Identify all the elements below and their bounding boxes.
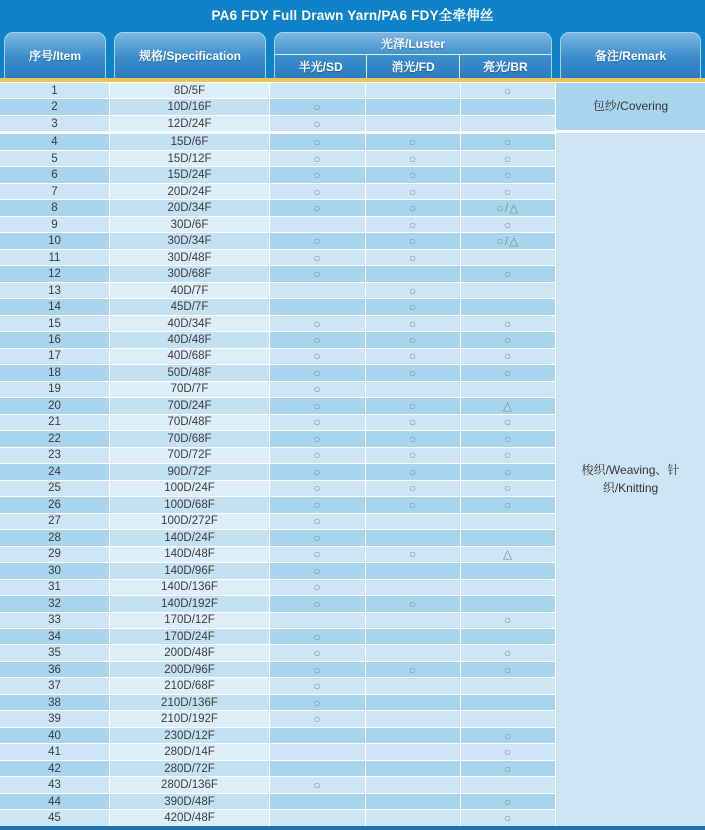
sd-cell: ○ <box>270 233 366 248</box>
sd-cell: ○ <box>270 398 366 413</box>
sd-cell: ○ <box>270 777 366 792</box>
fd-cell <box>366 563 461 578</box>
sd-cell <box>270 217 366 232</box>
br-cell: ○ <box>461 332 556 347</box>
item-cell: 8 <box>0 200 110 215</box>
table-row <box>0 629 556 645</box>
fd-cell <box>366 794 461 809</box>
table-row <box>0 711 556 727</box>
table-row <box>0 365 556 381</box>
spec-cell: 15D/24F <box>110 167 270 182</box>
remark-covering-cell: 包纱/Covering <box>556 83 705 133</box>
sd-column-header: 半光/SD <box>298 60 343 74</box>
br-cell: ○ <box>461 415 556 430</box>
spec-cell: 210D/192F <box>110 711 270 726</box>
table-row <box>0 514 556 530</box>
sd-cell: ○ <box>270 481 366 496</box>
item-cell: 45 <box>0 810 110 825</box>
br-cell: ○ <box>461 217 556 232</box>
spec-cell: 12D/24F <box>110 116 270 131</box>
spec-cell: 210D/136F <box>110 695 270 710</box>
spec-cell: 20D/34F <box>110 200 270 215</box>
table-row <box>0 299 556 315</box>
br-cell <box>461 250 556 265</box>
sd-cell: ○ <box>270 332 366 347</box>
item-cell: 36 <box>0 662 110 677</box>
spec-cell: 210D/68F <box>110 678 270 693</box>
br-cell: ○/△ <box>461 233 556 248</box>
table-row <box>0 167 556 183</box>
item-cell: 44 <box>0 794 110 809</box>
spec-cell: 90D/72F <box>110 464 270 479</box>
fd-cell: ○ <box>366 217 461 232</box>
table-row <box>0 794 556 810</box>
br-cell: ○ <box>461 613 556 628</box>
spec-cell: 15D/6F <box>110 134 270 149</box>
item-cell: 15 <box>0 316 110 331</box>
br-cell <box>461 116 556 131</box>
br-cell <box>461 678 556 693</box>
table-row <box>0 645 556 661</box>
fd-cell <box>366 761 461 776</box>
spec-cell: 45D/7F <box>110 299 270 314</box>
br-cell: ○ <box>461 134 556 149</box>
fd-cell <box>366 777 461 792</box>
spec-cell: 20D/24F <box>110 184 270 199</box>
spec-cell: 140D/136F <box>110 580 270 595</box>
fd-cell: ○ <box>366 200 461 215</box>
table-row <box>0 728 556 744</box>
sd-cell: ○ <box>270 547 366 562</box>
fd-cell: ○ <box>366 415 461 430</box>
item-cell: 42 <box>0 761 110 776</box>
spec-cell: 40D/48F <box>110 332 270 347</box>
fd-cell <box>366 695 461 710</box>
spec-cell: 100D/24F <box>110 481 270 496</box>
table-row <box>0 217 556 233</box>
br-cell: ○ <box>461 184 556 199</box>
spec-cell: 140D/48F <box>110 547 270 562</box>
fd-column-header: 消光/FD <box>366 55 458 78</box>
item-cell: 32 <box>0 596 110 611</box>
item-cell: 13 <box>0 283 110 298</box>
page-title: PA6 FDY Full Drawn Yarn/PA6 FDY全牵伸丝 <box>211 8 494 23</box>
br-cell: ○ <box>461 662 556 677</box>
sd-cell: ○ <box>270 134 366 149</box>
item-cell: 16 <box>0 332 110 347</box>
br-cell: ○ <box>461 431 556 446</box>
br-cell: ○ <box>461 728 556 743</box>
spec-cell: 140D/24F <box>110 530 270 545</box>
br-cell <box>461 382 556 397</box>
item-cell: 33 <box>0 613 110 628</box>
sd-cell: ○ <box>270 184 366 199</box>
spec-cell: 100D/272F <box>110 514 270 529</box>
fd-cell: ○ <box>366 497 461 512</box>
fd-cell: ○ <box>366 167 461 182</box>
item-cell: 43 <box>0 777 110 792</box>
spec-column-header: 规格/Specification <box>114 32 266 78</box>
item-cell: 20 <box>0 398 110 413</box>
br-cell: ○ <box>461 810 556 825</box>
br-cell <box>461 580 556 595</box>
fd-cell <box>366 266 461 281</box>
item-cell: 10 <box>0 233 110 248</box>
spec-cell: 140D/192F <box>110 596 270 611</box>
fd-cell <box>366 645 461 660</box>
spec-cell: 15D/12F <box>110 151 270 166</box>
header-col-spec <box>110 28 270 78</box>
table-row <box>0 316 556 332</box>
item-cell: 11 <box>0 250 110 265</box>
sd-cell <box>270 613 366 628</box>
sd-cell: ○ <box>270 250 366 265</box>
fd-cell: ○ <box>366 481 461 496</box>
table-row <box>0 530 556 546</box>
item-cell: 28 <box>0 530 110 545</box>
table-row <box>0 200 556 216</box>
sd-cell: ○ <box>270 678 366 693</box>
item-cell: 3 <box>0 116 110 131</box>
spec-cell: 70D/48F <box>110 415 270 430</box>
sd-cell: ○ <box>270 200 366 215</box>
table-row <box>0 99 556 115</box>
spec-cell: 40D/7F <box>110 283 270 298</box>
table-body <box>0 83 556 826</box>
spec-cell: 390D/48F <box>110 794 270 809</box>
table-row <box>0 596 556 612</box>
sd-cell: ○ <box>270 151 366 166</box>
table-row <box>0 233 556 249</box>
br-cell: ○ <box>461 497 556 512</box>
sd-cell: ○ <box>270 431 366 446</box>
fd-cell <box>366 629 461 644</box>
sd-cell: ○ <box>270 580 366 595</box>
br-cell <box>461 629 556 644</box>
spec-cell: 40D/34F <box>110 316 270 331</box>
spec-cell: 30D/68F <box>110 266 270 281</box>
br-cell: ○ <box>461 151 556 166</box>
item-cell: 21 <box>0 415 110 430</box>
header-col-item <box>0 28 110 78</box>
item-column-header: 序号/Item <box>4 32 106 78</box>
item-cell: 29 <box>0 547 110 562</box>
luster-group-header <box>274 32 552 78</box>
item-cell: 14 <box>0 299 110 314</box>
br-cell: ○ <box>461 167 556 182</box>
remark-column <box>556 83 705 826</box>
item-cell: 18 <box>0 365 110 380</box>
item-cell: 38 <box>0 695 110 710</box>
spec-cell: 10D/16F <box>110 99 270 114</box>
sd-cell <box>270 761 366 776</box>
fd-cell: ○ <box>366 134 461 149</box>
table-row <box>0 497 556 513</box>
sd-cell: ○ <box>270 116 366 131</box>
table-row <box>0 250 556 266</box>
item-cell: 37 <box>0 678 110 693</box>
sd-cell: ○ <box>270 382 366 397</box>
table-row <box>0 662 556 678</box>
table-row <box>0 116 556 134</box>
fd-cell: ○ <box>366 332 461 347</box>
table-row <box>0 283 556 299</box>
spec-cell: 70D/24F <box>110 398 270 413</box>
br-cell: ○ <box>461 645 556 660</box>
fd-cell <box>366 382 461 397</box>
fd-cell: ○ <box>366 464 461 479</box>
item-cell: 6 <box>0 167 110 182</box>
fd-cell: ○ <box>366 398 461 413</box>
table-row <box>0 678 556 694</box>
table-row <box>0 810 556 825</box>
table-row <box>0 415 556 431</box>
sd-cell: ○ <box>270 415 366 430</box>
br-cell: ○ <box>461 761 556 776</box>
sd-cell <box>270 283 366 298</box>
br-cell: ○ <box>461 744 556 759</box>
spec-cell: 140D/96F <box>110 563 270 578</box>
br-cell: ○ <box>461 83 556 98</box>
br-cell <box>461 283 556 298</box>
br-cell: ○ <box>461 316 556 331</box>
br-cell: ○ <box>461 365 556 380</box>
table-row <box>0 481 556 497</box>
sd-cell: ○ <box>270 645 366 660</box>
sd-cell <box>270 299 366 314</box>
table-row <box>0 398 556 414</box>
br-cell: ○ <box>461 481 556 496</box>
spec-cell: 40D/68F <box>110 349 270 364</box>
item-cell: 24 <box>0 464 110 479</box>
table-row <box>0 349 556 365</box>
item-cell: 2 <box>0 99 110 114</box>
fd-cell: ○ <box>366 431 461 446</box>
br-cell: △ <box>461 398 556 413</box>
br-cell <box>461 695 556 710</box>
spec-cell: 170D/24F <box>110 629 270 644</box>
table-header <box>0 28 705 78</box>
br-cell: ○ <box>461 349 556 364</box>
spec-cell: 200D/96F <box>110 662 270 677</box>
sd-cell: ○ <box>270 464 366 479</box>
item-cell: 22 <box>0 431 110 446</box>
spec-cell: 70D/7F <box>110 382 270 397</box>
fd-cell <box>366 678 461 693</box>
spec-cell: 8D/5F <box>110 83 270 98</box>
table-row <box>0 134 556 150</box>
table-row <box>0 695 556 711</box>
table-row <box>0 547 556 563</box>
item-cell: 34 <box>0 629 110 644</box>
sd-cell <box>270 810 366 825</box>
item-cell: 25 <box>0 481 110 496</box>
spec-cell: 420D/48F <box>110 810 270 825</box>
fd-cell: ○ <box>366 596 461 611</box>
sd-cell: ○ <box>270 349 366 364</box>
sd-cell: ○ <box>270 316 366 331</box>
br-cell <box>461 530 556 545</box>
item-cell: 9 <box>0 217 110 232</box>
spec-cell: 280D/14F <box>110 744 270 759</box>
br-column-header: 亮光/BR <box>459 55 551 78</box>
sd-cell: ○ <box>270 167 366 182</box>
sd-cell: ○ <box>270 563 366 578</box>
table-row <box>0 266 556 282</box>
header-col-luster <box>270 28 556 78</box>
table-row <box>0 563 556 579</box>
br-cell <box>461 514 556 529</box>
fd-cell: ○ <box>366 299 461 314</box>
br-cell: ○ <box>461 266 556 281</box>
sd-cell: ○ <box>270 662 366 677</box>
fd-cell: ○ <box>366 349 461 364</box>
sd-cell <box>270 83 366 98</box>
spec-cell: 30D/6F <box>110 217 270 232</box>
br-cell <box>461 99 556 114</box>
sd-cell: ○ <box>270 365 366 380</box>
spec-cell: 30D/48F <box>110 250 270 265</box>
br-cell: △ <box>461 547 556 562</box>
fd-cell <box>366 514 461 529</box>
br-cell: ○ <box>461 464 556 479</box>
sd-cell <box>270 794 366 809</box>
table-row <box>0 744 556 760</box>
item-cell: 31 <box>0 580 110 595</box>
fd-cell: ○ <box>366 662 461 677</box>
br-cell <box>461 596 556 611</box>
table-row <box>0 151 556 167</box>
table-row <box>0 332 556 348</box>
fd-cell <box>366 580 461 595</box>
fd-cell <box>366 711 461 726</box>
fd-cell: ○ <box>366 283 461 298</box>
fd-cell <box>366 83 461 98</box>
luster-group-label: 光泽/Luster <box>275 33 551 55</box>
fd-cell: ○ <box>366 151 461 166</box>
item-cell: 12 <box>0 266 110 281</box>
item-cell: 19 <box>0 382 110 397</box>
br-cell: ○ <box>461 794 556 809</box>
remark-weaving-cell: 梭织/Weaving、针织/Knitting <box>556 133 705 826</box>
spec-cell: 230D/12F <box>110 728 270 743</box>
sd-cell: ○ <box>270 514 366 529</box>
spec-cell: 200D/48F <box>110 645 270 660</box>
item-cell: 4 <box>0 134 110 149</box>
sd-cell: ○ <box>270 711 366 726</box>
sd-cell <box>270 728 366 743</box>
table-row <box>0 613 556 629</box>
br-cell: ○ <box>461 448 556 463</box>
sd-cell: ○ <box>270 530 366 545</box>
table-row <box>0 761 556 777</box>
br-cell <box>461 711 556 726</box>
sd-cell: ○ <box>270 497 366 512</box>
fd-cell <box>366 613 461 628</box>
sd-cell: ○ <box>270 99 366 114</box>
item-cell: 7 <box>0 184 110 199</box>
fd-cell: ○ <box>366 233 461 248</box>
fd-cell: ○ <box>366 365 461 380</box>
fd-cell <box>366 744 461 759</box>
spec-cell: 170D/12F <box>110 613 270 628</box>
bottom-bar <box>0 826 705 830</box>
fd-cell <box>366 116 461 131</box>
sd-cell: ○ <box>270 596 366 611</box>
item-cell: 35 <box>0 645 110 660</box>
item-cell: 1 <box>0 83 110 98</box>
spec-cell: 100D/68F <box>110 497 270 512</box>
spec-cell: 70D/68F <box>110 431 270 446</box>
table-row <box>0 448 556 464</box>
br-cell <box>461 563 556 578</box>
fd-cell: ○ <box>366 250 461 265</box>
spec-cell: 30D/34F <box>110 233 270 248</box>
table-row <box>0 464 556 480</box>
item-cell: 27 <box>0 514 110 529</box>
spec-cell: 280D/72F <box>110 761 270 776</box>
item-cell: 26 <box>0 497 110 512</box>
item-cell: 23 <box>0 448 110 463</box>
table-row <box>0 431 556 447</box>
luster-subheaders <box>275 55 551 78</box>
sd-cell <box>270 744 366 759</box>
item-cell: 41 <box>0 744 110 759</box>
spec-cell: 70D/72F <box>110 448 270 463</box>
fd-cell: ○ <box>366 547 461 562</box>
table-row <box>0 382 556 398</box>
fd-cell: ○ <box>366 184 461 199</box>
table-content <box>0 83 705 826</box>
header-col-remark <box>556 28 705 78</box>
item-cell: 39 <box>0 711 110 726</box>
item-cell: 5 <box>0 151 110 166</box>
fd-cell: ○ <box>366 316 461 331</box>
sd-cell: ○ <box>270 448 366 463</box>
item-cell: 30 <box>0 563 110 578</box>
remark-column-header: 备注/Remark <box>560 32 701 78</box>
br-cell <box>461 299 556 314</box>
table-row <box>0 83 556 99</box>
sd-cell: ○ <box>270 629 366 644</box>
spec-cell: 280D/136F <box>110 777 270 792</box>
br-cell: ○/△ <box>461 200 556 215</box>
fd-cell <box>366 99 461 114</box>
item-cell: 17 <box>0 349 110 364</box>
fd-cell: ○ <box>366 448 461 463</box>
fd-cell <box>366 530 461 545</box>
br-cell <box>461 777 556 792</box>
fd-cell <box>366 810 461 825</box>
table-row <box>0 580 556 596</box>
sd-cell: ○ <box>270 266 366 281</box>
table-row <box>0 777 556 793</box>
table-row <box>0 184 556 200</box>
fd-cell <box>366 728 461 743</box>
sd-cell: ○ <box>270 695 366 710</box>
item-cell: 40 <box>0 728 110 743</box>
spec-cell: 50D/48F <box>110 365 270 380</box>
